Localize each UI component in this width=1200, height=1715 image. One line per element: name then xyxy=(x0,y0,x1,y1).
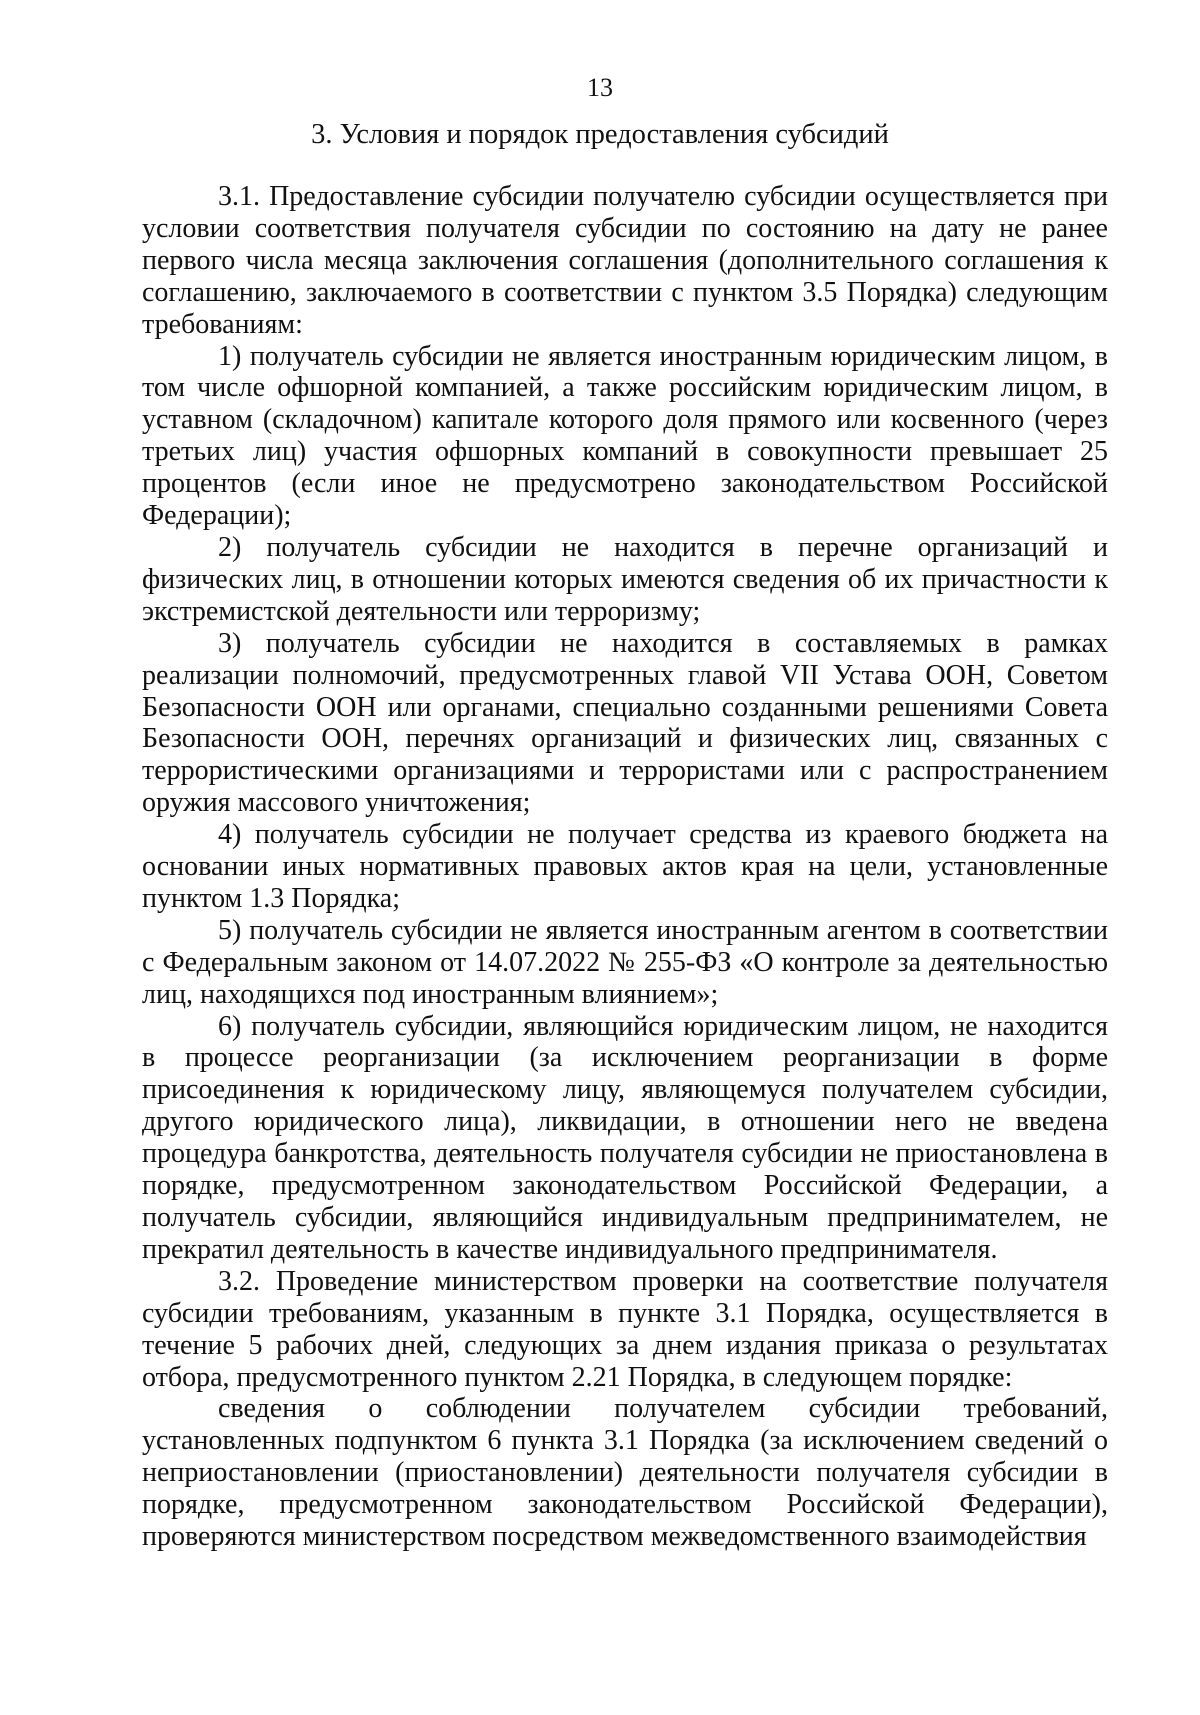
section-title: 3. Условия и порядок предоставления субсидий xyxy=(311,119,889,150)
paragraph-item-6: 6) получатель субсидии, являющийся юридическим лицом, не находится в процессе реорганизации (за исключением реорганизации в форме присоединения к юридическому лицу, являющемуся получателем субсидии, другого юридического лица), ликвидации, в отношении него не введена процедура банкротства, деятельность получателя субсидии не приостановлена в порядке, предусмотренном законодательством Российской Федерации, а получатель субсидии, являющийся индивидуальным предпринимателем, не прекратил деятельность в качестве индивидуального предпринимателя. xyxy=(142,1010,1108,1265)
paragraph-item-5: 5) получатель субсидии не является иностранным агентом в соответствии с Федеральным законом от 14.07.2022 № 255-ФЗ «О контроле за деятельностью лиц, находящихся под иностранным влиянием»; xyxy=(142,914,1108,1010)
paragraph-item-3: 3) получатель субсидии не находится в составляемых в рамках реализации полномочий, предусмотренных главой VII Устава ООН, Советом Безопасности ООН или органами, специально созданными решениями Совета Безопасности ООН, перечнях организаций и физических лиц, связанных с террористическими организациями и террористами или с распространением оружия массового уничтожения; xyxy=(142,627,1108,819)
paragraph-3-2: 3.2. Проведение министерством проверки на соответствие получателя субсидии требованиям, указанным в пункте 3.1 Порядка, осуществляется в течение 5 рабочих дней, следующих за днем издания приказа о результатах отбора, предусмотренного пунктом 2.21 Порядка, в следующем порядке: xyxy=(142,1265,1108,1393)
paragraph-3-1: 3.1. Предоставление субсидии получателю субсидии осуществляется при условии соответствия получателя субсидии по состоянию на дату не ранее первого числа месяца заключения соглашения (дополнительного соглашения к соглашению, заключаемого в соответствии с пунктом 3.5 Порядка) следующим требованиям: xyxy=(142,181,1108,340)
paragraph-item-4: 4) получатель субсидии не получает средства из краевого бюджета на основании иных нормативных правовых актов края на цели, установленные пунктом 1.3 Порядка; xyxy=(142,819,1108,914)
document-body xyxy=(142,181,1108,1553)
paragraph-item-1: 1) получатель субсидии не является иностранным юридическим лицом, в том числе офшорной компанией, а также российским юридическим лицом, в уставном (складочном) капитале которого доля прямого или косвенного (через третьих лиц) участия офшорных компаний в совокупности превышает 25 процентов (если иное не предусмотрено законодательством Российской Федерации); xyxy=(142,340,1108,532)
paragraph-verification: сведения о соблюдении получателем субсидии требований, установленных подпунктом 6 пункта 3.1 Порядка (за исключением сведений о неприостановлении (приостановлении) деятельности получателя субсидии в порядке, предусмотренном законодательством Российской Федерации), проверяются министерством посредством межведомственного взаимодействия xyxy=(142,1393,1108,1553)
page-number: 13 xyxy=(587,73,613,102)
paragraph-item-2: 2) получатель субсидии не находится в перечне организаций и физических лиц, в отношении которых имеются сведения об их причастности к экстремистской деятельности или терроризму; xyxy=(142,531,1108,627)
